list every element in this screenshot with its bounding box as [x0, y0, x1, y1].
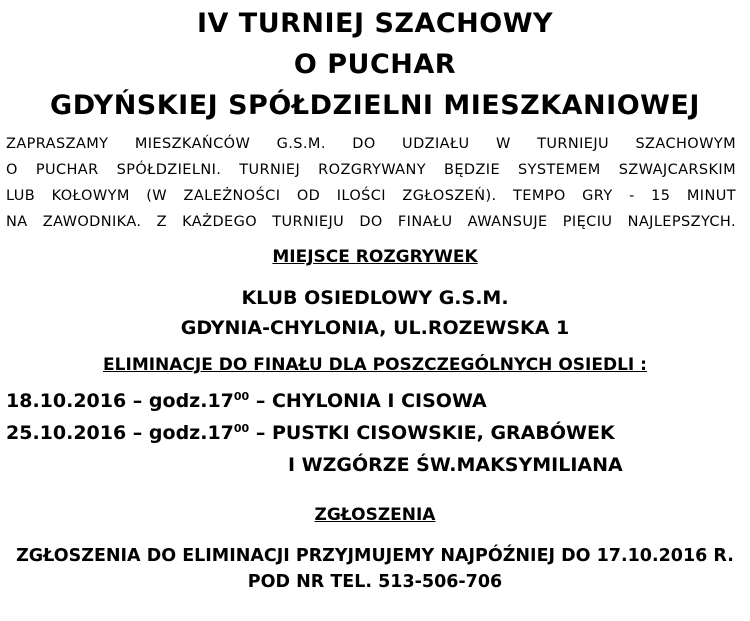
eliminations-schedule	[0, 385, 750, 481]
registration-phone: POD NR TEL. 513-506-706	[247, 572, 503, 592]
schedule-minutes: 00	[233, 390, 250, 403]
invitation-line-3: LUB KOŁOWYM (W ZALEŻNOŚCI OD ILOŚCI ZGŁOSZEŃ). TEMPO GRY - 15 MINUT	[6, 188, 736, 204]
invitation-paragraph	[0, 123, 750, 235]
registration-block	[0, 543, 750, 595]
venue-block	[0, 283, 750, 343]
schedule-date: 25.10.2016 – godz.17	[6, 422, 234, 444]
schedule-item	[0, 385, 750, 417]
venue-heading: MIEJSCE ROZGRYWEK	[272, 247, 478, 267]
poster-title	[0, 0, 750, 123]
title-line-1: IV TURNIEJ SZACHOWY	[196, 8, 554, 39]
schedule-date: 18.10.2016 – godz.17	[6, 390, 234, 412]
schedule-item	[0, 417, 750, 449]
invitation-line-2: O PUCHAR SPÓŁDZIELNI. TURNIEJ ROZGRYWANY BĘDZIE SYSTEMEM SZWAJCARSKIM	[6, 162, 736, 178]
title-line-3: GDYŃSKIEJ SPÓŁDZIELNI MIESZKANIOWEJ	[50, 90, 700, 121]
invitation-line-1: ZAPRASZAMY MIESZKAŃCÓW G.S.M. DO UDZIAŁU W TURNIEJU SZACHOWYM	[6, 136, 736, 152]
schedule-districts-continuation: I WZGÓRZE ŚW.MAKSYMILIANA	[288, 454, 623, 476]
schedule-minutes: 00	[233, 422, 250, 435]
schedule-districts: – CHYLONIA I CISOWA	[249, 390, 487, 412]
eliminations-heading: ELIMINACJE DO FINAŁU DLA POSZCZEGÓLNYCH OSIEDLI :	[103, 355, 647, 375]
registration-deadline: ZGŁOSZENIA DO ELIMINACJI PRZYJMUJEMY NAJPÓŹNIEJ DO 17.10.2016 R.	[16, 546, 734, 566]
venue-name: KLUB OSIEDLOWY G.S.M.	[241, 287, 509, 309]
schedule-item-continuation	[0, 449, 750, 481]
schedule-districts: – PUSTKI CISOWSKIE, GRABÓWEK	[249, 422, 615, 444]
title-line-2: O PUCHAR	[293, 49, 457, 80]
invitation-line-4: NA ZAWODNIKA. Z KAŻDEGO TURNIEJU DO FINAŁU AWANSUJE PIĘCIU NAJLEPSZYCH.	[6, 214, 736, 230]
registration-heading: ZGŁOSZENIA	[314, 505, 436, 525]
venue-address: GDYNIA-CHYLONIA, UL.ROZEWSKA 1	[180, 317, 570, 339]
